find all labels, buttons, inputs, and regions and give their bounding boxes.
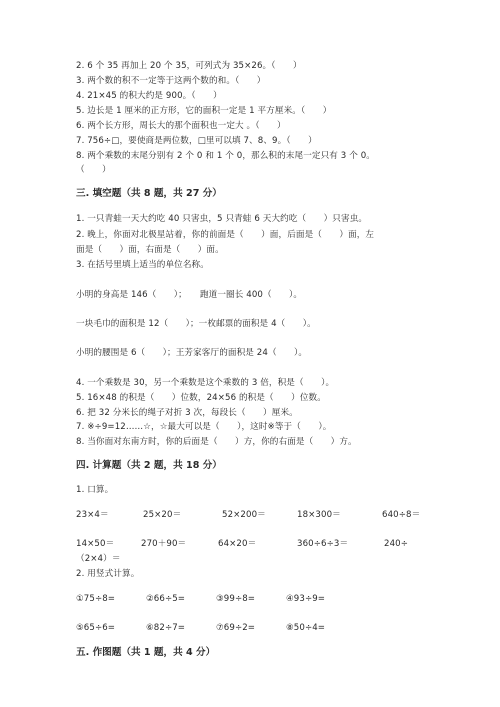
section-title-drawing: 五. 作图题（共 1 题，共 4 分） [76, 647, 216, 658]
mental-math-problem: 270＋90＝ [141, 539, 187, 549]
vertical-calc-problem: ④93÷9= [286, 594, 326, 604]
vertical-calc-problem: ⑧50÷4= [286, 623, 326, 633]
judge-item-8-answer: （ ） [76, 165, 111, 175]
fill-item-4: 4. 一个乘数是 30，另一个乘数是这个乘数的 3 倍，积是（ ）。 [76, 378, 335, 388]
mental-math-problem: 14×50＝ [76, 539, 115, 549]
judge-item-4: 4. 21×45 的积大约是 900。（ ） [76, 91, 222, 101]
fill-item-1: 1. 一只青蛙一天大约吃 40 只害虫，5 只青蛙 6 天大约吃（ ）只害虫。 [76, 214, 368, 224]
vertical-calc-label: 2. 用竖式计算。 [76, 569, 140, 579]
judge-item-2: 2. 6 个 35 再加上 20 个 35，可列式为 35×26。（ ） [76, 61, 302, 71]
mental-math-problem: 64×20＝ [218, 539, 257, 549]
mental-math-label: 1. 口算。 [76, 485, 114, 495]
fill-item-3-line1: 小明的身高是 146（ ）； 跑道一圈长 400（ ）。 [76, 290, 303, 300]
section-title-calculation: 四. 计算题（共 2 题，共 18 分） [76, 460, 222, 471]
vertical-calc-problem: ⑥82÷7= [146, 623, 186, 633]
mental-math-problem: 52×200＝ [222, 510, 266, 520]
vertical-calc-problem: ⑦69÷2= [216, 623, 256, 633]
section-title-fill-in: 三. 填空题（共 8 题，共 27 分） [76, 188, 222, 199]
vertical-calc-problem: ①75÷8= [76, 594, 116, 604]
fill-item-2-cont: 面是（ ）面，右面是（ ）面。 [76, 245, 224, 255]
judge-item-3: 3. 两个数的积不一定等于这两个数的和。（ ） [76, 76, 266, 86]
fill-item-3-line3: 小明的腰围是 6（ ）；王芳家客厅的面积是 24（ ）。 [76, 348, 308, 358]
mental-math-problem: 18×300＝ [297, 510, 341, 520]
fill-item-2: 2. 晚上，你面对北极星站着，你的前面是（ ）面，后面是（ ）面，左 [76, 230, 375, 240]
fill-item-3-line2: 一块毛巾的面积是 12（ ）；一枚邮票的面积是 4（ ）。 [76, 319, 316, 329]
vertical-calc-problem: ②66÷5= [146, 594, 186, 604]
fill-item-6: 6. 把 32 分米长的绳子对折 3 次，每段长（ ）厘米。 [76, 408, 298, 418]
judge-item-8: 8. 两个乘数的末尾分别有 2 个 0 和 1 个 0，那么积的末尾一定只有 3 个 0。 [76, 151, 375, 161]
fill-item-5: 5. 16×48 的积是（ ）位数，24×56 的积是（ ）位数。 [76, 393, 326, 403]
judge-item-6: 6. 两个长方形，周长大的那个面积也一定大 。（ ） [76, 121, 286, 131]
mental-math-problem-wrap: （2×4）＝ [76, 554, 121, 564]
mental-math-problem: 25×20＝ [143, 510, 182, 520]
judge-item-5: 5. 边长是 1 厘米的正方形，它的面积一定是 1 平方厘米。（ ） [76, 106, 332, 116]
fill-item-8: 8. 当你面对东南方时，你的后面是（ ）方，你的右面是（ ）方。 [76, 437, 357, 447]
fill-item-3: 3. 在括号里填上适当的单位名称。 [76, 260, 209, 270]
mental-math-problem: 640÷8＝ [382, 510, 421, 520]
mental-math-problem: 240÷ [384, 539, 409, 549]
vertical-calc-problem: ③99÷8= [216, 594, 256, 604]
vertical-calc-problem: ⑤65÷6= [76, 623, 116, 633]
judge-item-7: 7. 756÷□，要使商是两位数，□里可以填 7、8、9。（ ） [76, 136, 317, 146]
mental-math-problem: 23×4＝ [76, 510, 109, 520]
mental-math-problem: 360÷6÷3＝ [297, 539, 349, 549]
fill-item-7: 7. ※÷9=12……☆，☆最大可以是（ ），这时※等于（ ）。 [76, 422, 332, 432]
